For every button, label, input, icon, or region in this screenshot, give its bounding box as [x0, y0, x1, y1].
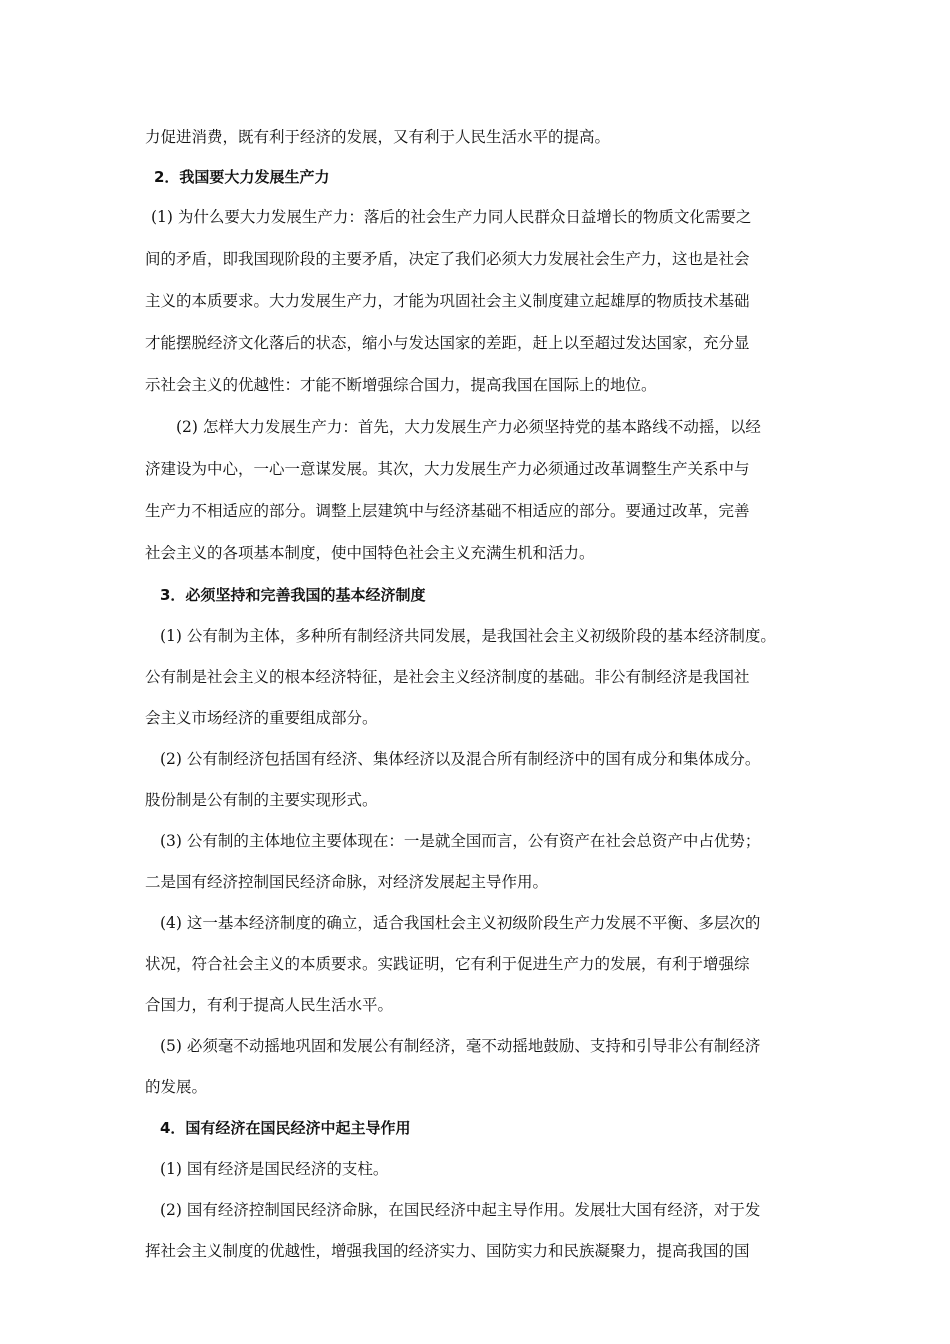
text-line: 间的矛盾，即我国现阶段的主要矛盾，决定了我们必须大力发展社会生产力，这也是社会 [145, 250, 750, 268]
text-line: 主义的本质要求。大力发展生产力，才能为巩固社会主义制度建立起雄厚的物质技术基础 [145, 292, 750, 310]
text-line: 二是国有经济控制国民经济命脉，对经济发展起主导作用。 [145, 873, 549, 891]
text-line: (2) 怎样大力发展生产力：首先，大力发展生产力必须坚持党的基本路线不动摇，以经 [176, 418, 761, 436]
text-line: (1) 公有制为主体，多种所有制经济共同发展，是我国社会主义初级阶段的基本经济制度。 [160, 627, 776, 645]
text-line: 社会主义的各项基本制度，使中国特色社会主义充满生机和活力。 [145, 544, 595, 562]
text-line: (2) 国有经济控制国民经济命脉，在国民经济中起主导作用。发展壮大国有经济，对于发 [160, 1201, 761, 1219]
text-line: 才能摆脱经济文化落后的状态，缩小与发达国家的差距，赶上以至超过发达国家，充分显 [145, 334, 750, 352]
text-line: 力促进消费，既有利于经济的发展，又有利于人民生活水平的提高。 [145, 128, 611, 146]
text-line: (1) 为什么要大力发展生产力：落后的社会生产力同人民群众日益增长的物质文化需要之 [151, 208, 752, 226]
text-line: 挥社会主义制度的优越性，增强我国的经济实力、国防实力和民族凝聚力，提高我国的国 [145, 1242, 750, 1260]
text-line: (5) 必须毫不动摇地巩固和发展公有制经济，毫不动摇地鼓励、支持和引导非公有制经济 [160, 1037, 761, 1055]
text-line: 合国力，有利于提高人民生活水平。 [145, 996, 394, 1014]
text-line: 生产力不相适应的部分。调整上层建筑中与经济基础不相适应的部分。要通过改革，完善 [145, 502, 750, 520]
text-line: 股份制是公有制的主要实现形式。 [145, 791, 378, 809]
section-heading: 2．我国要大力发展生产力 [154, 168, 330, 186]
text-line: 示社会主义的优越性：才能不断增强综合国力，提高我国在国际上的地位。 [145, 376, 657, 394]
text-line: 状况，符合社会主义的本质要求。实践证明，它有利于促进生产力的发展，有利于增强综 [145, 955, 750, 973]
text-line: 公有制是社会主义的根本经济特征，是社会主义经济制度的基础。非公有制经济是我国社 [145, 668, 750, 686]
text-line: 济建设为中心，一心一意谋发展。其次，大力发展生产力必须通过改革调整生产关系中与 [145, 460, 750, 478]
text-line: (1) 国有经济是国民经济的支柱。 [160, 1160, 389, 1178]
text-line: (4) 这一基本经济制度的确立，适合我国杜会主义初级阶段生产力发展不平衡、多层次的 [160, 914, 761, 932]
text-line: (3) 公有制的主体地位主要体现在：一是就全国而言，公有资产在社会总资产中占优势； [160, 832, 761, 850]
text-line: 会主义市场经济的重要组成部分。 [145, 709, 378, 727]
section-heading: 4．国有经济在国民经济中起主导作用 [160, 1119, 411, 1137]
text-line: (2) 公有制经济包括国有经济、集体经济以及混合所有制经济中的国有成分和集体成分。 [160, 750, 761, 768]
text-line: 的发展。 [145, 1078, 208, 1096]
section-heading: 3．必须坚持和完善我国的基本经济制度 [160, 586, 426, 604]
